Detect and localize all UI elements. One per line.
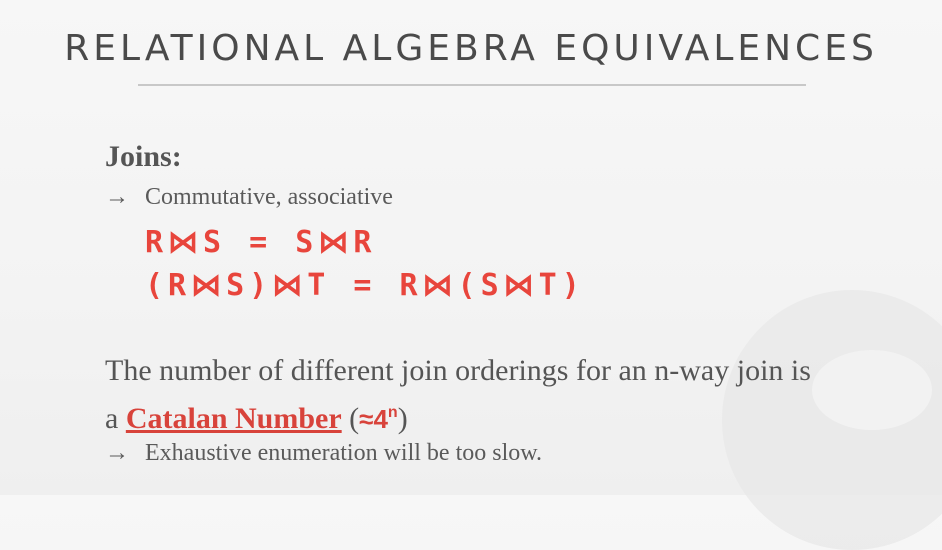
bullet-text: Commutative, associative — [145, 184, 393, 210]
paragraph-text: The number of different join orderings for an n-way join is a — [105, 354, 811, 435]
arrow-icon: → — [105, 440, 129, 466]
title-divider — [138, 84, 806, 86]
bullet-text: Exhaustive enumeration will be too slow. — [145, 440, 543, 466]
approximation: $(\approx 4^n)$ — [349, 402, 408, 435]
bullet-exhaustive — [105, 440, 542, 467]
join-orderings-paragraph — [105, 350, 825, 440]
section-heading: Joins: — [105, 140, 182, 173]
arrow-icon: → — [105, 184, 129, 210]
equation-associative: (R⋈S)⋈T = R⋈(S⋈T) — [145, 268, 585, 303]
catalan-number-link[interactable]: Catalan Number — [125, 402, 342, 435]
background-decoration-inner — [812, 350, 932, 430]
bullet-commutative — [105, 184, 393, 211]
slide-title: RELATIONAL ALGEBRA EQUIVALENCES — [64, 28, 878, 69]
equation-commutative: R⋈S = S⋈R — [145, 225, 377, 260]
